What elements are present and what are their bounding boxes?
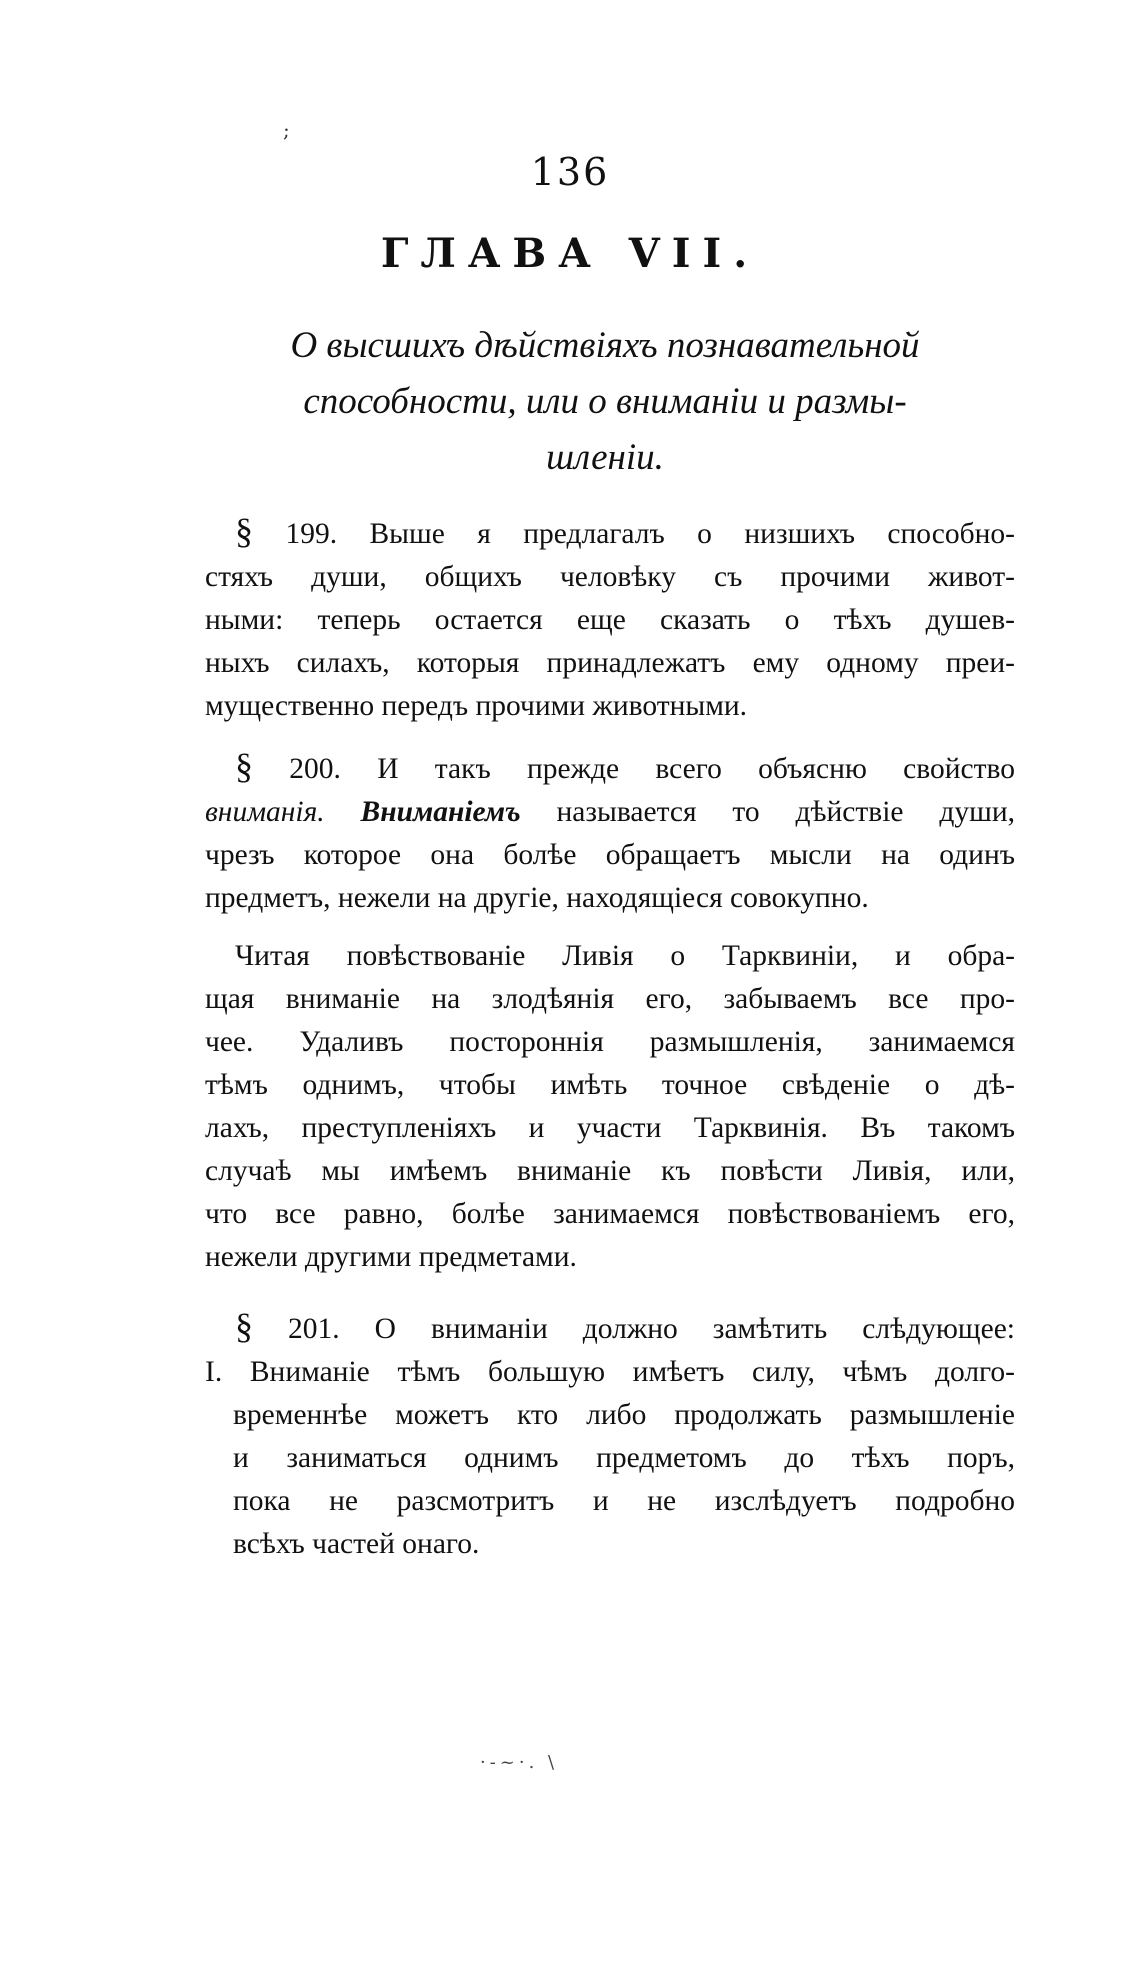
paragraph-line: что все равно, болѣе занимаемся повѣствованіемъ его, [205,1198,1015,1230]
paragraph-line [205,510,1015,556]
paragraph-line: и заниматься однимъ предметомъ до тѣхъ поръ, [233,1442,1015,1474]
chapter-title: ГЛАВА VII. [380,230,760,277]
ink-speck: ; [283,118,290,142]
paragraph-line: чрезъ которое она болѣе обращаетъ мысли на одинъ [205,839,1015,871]
paragraph-200 [205,745,1015,920]
term-emphasis: вниманія. [205,796,325,828]
subtitle-line: О высшихъ дѣйствіяхъ познавательной [290,325,920,366]
paragraph-line: предметъ, нежели на другіе, находящіеся совокупно. [205,882,869,914]
paragraph-line: временнѣе можетъ кто либо продолжать размышленіе [233,1399,1015,1431]
paragraph-line: лахъ, преступленіяхъ и участи Тарквинія. Въ такомъ [205,1112,1015,1144]
paragraph-line: чее. Удаливъ постороннія размышленія, занимаемся [205,1026,1015,1058]
section-sign: § [235,511,253,551]
paragraph-line: Читая повѣствованіе Ливія о Тарквиніи, и обра- [235,940,1015,972]
subtitle-line: шленіи. [546,437,664,478]
line-text: 201. О вниманіи должно замѣтить слѣдующее: [288,1313,1015,1345]
ink-mark: ·-~·. \ [480,1752,559,1773]
paragraph-line: ныхъ силахъ, которыя принадлежатъ ему одному преи- [205,647,1015,679]
paragraph-line: ными: теперь остается еще сказать о тѣхъ душев- [205,604,1015,636]
paragraph-line [205,745,1015,791]
subtitle-line: способности, или о вниманіи и размы- [303,381,907,422]
term-emphasis: Вниманіемъ [360,796,521,828]
section-sign: § [235,746,253,786]
paragraph-201 [205,1305,1015,1566]
paragraph-line: щая вниманіе на злодѣянія его, забываемъ все про- [205,983,1015,1015]
page-number: 136 [530,150,610,194]
section-sign: § [235,1306,253,1346]
line-text: 199. Выше я предлагалъ о низшихъ способно- [285,518,1015,550]
paragraph-line [205,1305,1015,1351]
chapter-subtitle [195,318,1015,486]
line-text: 200. И такъ прежде всего объясню свойство [289,753,1016,785]
paragraph-example [205,935,1015,1279]
paragraph-line: тѣмъ однимъ, чтобы имѣть точное свѣденіе о дѣ- [205,1069,1015,1101]
line-text: называется то дѣйствіе души, [556,796,1015,828]
paragraph-line: I. Вниманіе тѣмъ большую имѣетъ силу, чѣмъ долго- [205,1356,1015,1388]
paragraph-line: стяхъ души, общихъ человѣку съ прочими живот- [205,561,1015,593]
paragraph-line: всѣхъ частей онаго. [233,1528,480,1560]
paragraph-line [205,791,1015,834]
paragraph-199 [205,510,1015,728]
paragraph-line: мущественно передъ прочими животными. [205,690,748,722]
paragraph-line: пока не разсмотритъ и не изслѣдуетъ подробно [233,1485,1015,1517]
paragraph-line: случаѣ мы имѣемъ вниманіе къ повѣсти Ливія, или, [205,1155,1015,1187]
paragraph-line: нежели другими предметами. [205,1241,577,1273]
